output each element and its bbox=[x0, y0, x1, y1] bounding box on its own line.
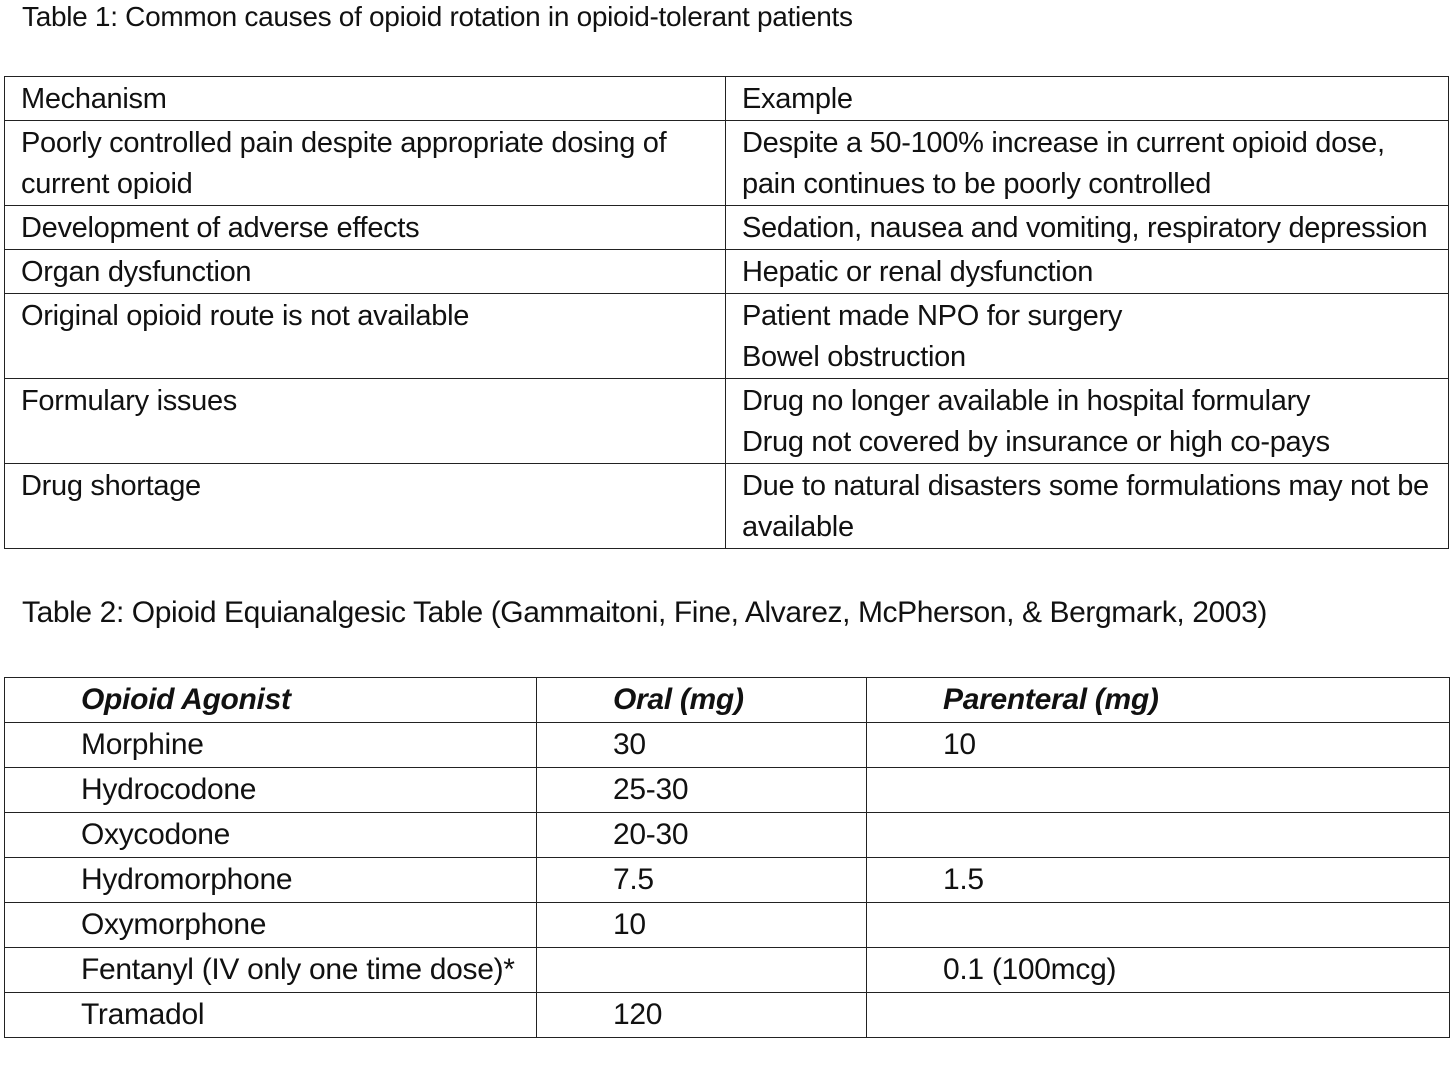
oral-dose-cell: 7.5 bbox=[537, 858, 867, 903]
oral-dose-cell: 10 bbox=[537, 903, 867, 948]
example-cell bbox=[726, 206, 1449, 250]
oral-dose-cell: 25-30 bbox=[537, 768, 867, 813]
table2-caption: Table 2: Opioid Equianalgesic Table (Gammaitoni, Fine, Alvarez, McPherson, & Bergmark, 2003) bbox=[22, 596, 1267, 629]
example-line: Bowel obstruction bbox=[742, 341, 966, 373]
table-row bbox=[5, 250, 1449, 294]
table-row bbox=[5, 206, 1449, 250]
table1-caption: Table 1: Common causes of opioid rotation in opioid-tolerant patients bbox=[22, 1, 853, 32]
header-cell-example: Example bbox=[726, 77, 1449, 121]
parenteral-dose-cell: 1.5 bbox=[867, 858, 1450, 903]
example-line: Despite a 50-100% increase in current opioid dose, pain continues to be poorly controlled bbox=[742, 127, 1385, 200]
table-header-row bbox=[5, 678, 1450, 723]
mechanism-cell: Original opioid route is not available bbox=[5, 294, 726, 379]
mechanism-cell: Poorly controlled pain despite appropriate dosing of current opioid bbox=[5, 121, 726, 206]
table-row bbox=[5, 768, 1450, 813]
header-cell-mechanism: Mechanism bbox=[5, 77, 726, 121]
example-line: Hepatic or renal dysfunction bbox=[742, 256, 1094, 288]
example-cell bbox=[726, 379, 1449, 464]
example-cell bbox=[726, 464, 1449, 549]
table-header-row bbox=[5, 77, 1449, 121]
header-cell-opioid-agonist: Opioid Agonist bbox=[5, 678, 537, 723]
example-cell bbox=[726, 121, 1449, 206]
agonist-cell: Oxymorphone bbox=[5, 903, 537, 948]
mechanism-cell: Drug shortage bbox=[5, 464, 726, 549]
table-row bbox=[5, 121, 1449, 206]
table-row bbox=[5, 948, 1450, 993]
agonist-cell: Tramadol bbox=[5, 993, 537, 1038]
table-row bbox=[5, 858, 1450, 903]
parenteral-dose-cell bbox=[867, 993, 1450, 1038]
oral-dose-cell: 30 bbox=[537, 723, 867, 768]
table-row bbox=[5, 903, 1450, 948]
example-line: Patient made NPO for surgery bbox=[742, 300, 1123, 332]
agonist-cell: Fentanyl (IV only one time dose)* bbox=[5, 948, 537, 993]
oral-dose-cell: 20-30 bbox=[537, 813, 867, 858]
header-cell-parenteral: Parenteral (mg) bbox=[867, 678, 1450, 723]
parenteral-dose-cell: 10 bbox=[867, 723, 1450, 768]
example-line: Sedation, nausea and vomiting, respiratory depression bbox=[742, 212, 1428, 244]
table-row bbox=[5, 993, 1450, 1038]
table-row bbox=[5, 379, 1449, 464]
mechanism-cell: Development of adverse effects bbox=[5, 206, 726, 250]
mechanism-cell: Formulary issues bbox=[5, 379, 726, 464]
example-cell bbox=[726, 294, 1449, 379]
opioid-equianalgesic-table bbox=[4, 677, 1450, 1038]
oral-dose-cell bbox=[537, 948, 867, 993]
parenteral-dose-cell bbox=[867, 768, 1450, 813]
example-line: Drug no longer available in hospital formulary bbox=[742, 385, 1311, 417]
opioid-rotation-causes-table bbox=[4, 76, 1449, 549]
table-row bbox=[5, 723, 1450, 768]
table-row bbox=[5, 464, 1449, 549]
example-line: Drug not covered by insurance or high co-pays bbox=[742, 426, 1330, 458]
agonist-cell: Hydromorphone bbox=[5, 858, 537, 903]
oral-dose-cell: 120 bbox=[537, 993, 867, 1038]
parenteral-dose-cell: 0.1 (100mcg) bbox=[867, 948, 1450, 993]
table-row bbox=[5, 813, 1450, 858]
table-row bbox=[5, 294, 1449, 379]
agonist-cell: Hydrocodone bbox=[5, 768, 537, 813]
example-line: Due to natural disasters some formulations may not be available bbox=[742, 470, 1429, 543]
parenteral-dose-cell bbox=[867, 813, 1450, 858]
mechanism-cell: Organ dysfunction bbox=[5, 250, 726, 294]
agonist-cell: Oxycodone bbox=[5, 813, 537, 858]
agonist-cell: Morphine bbox=[5, 723, 537, 768]
example-cell bbox=[726, 250, 1449, 294]
header-cell-oral: Oral (mg) bbox=[537, 678, 867, 723]
parenteral-dose-cell bbox=[867, 903, 1450, 948]
